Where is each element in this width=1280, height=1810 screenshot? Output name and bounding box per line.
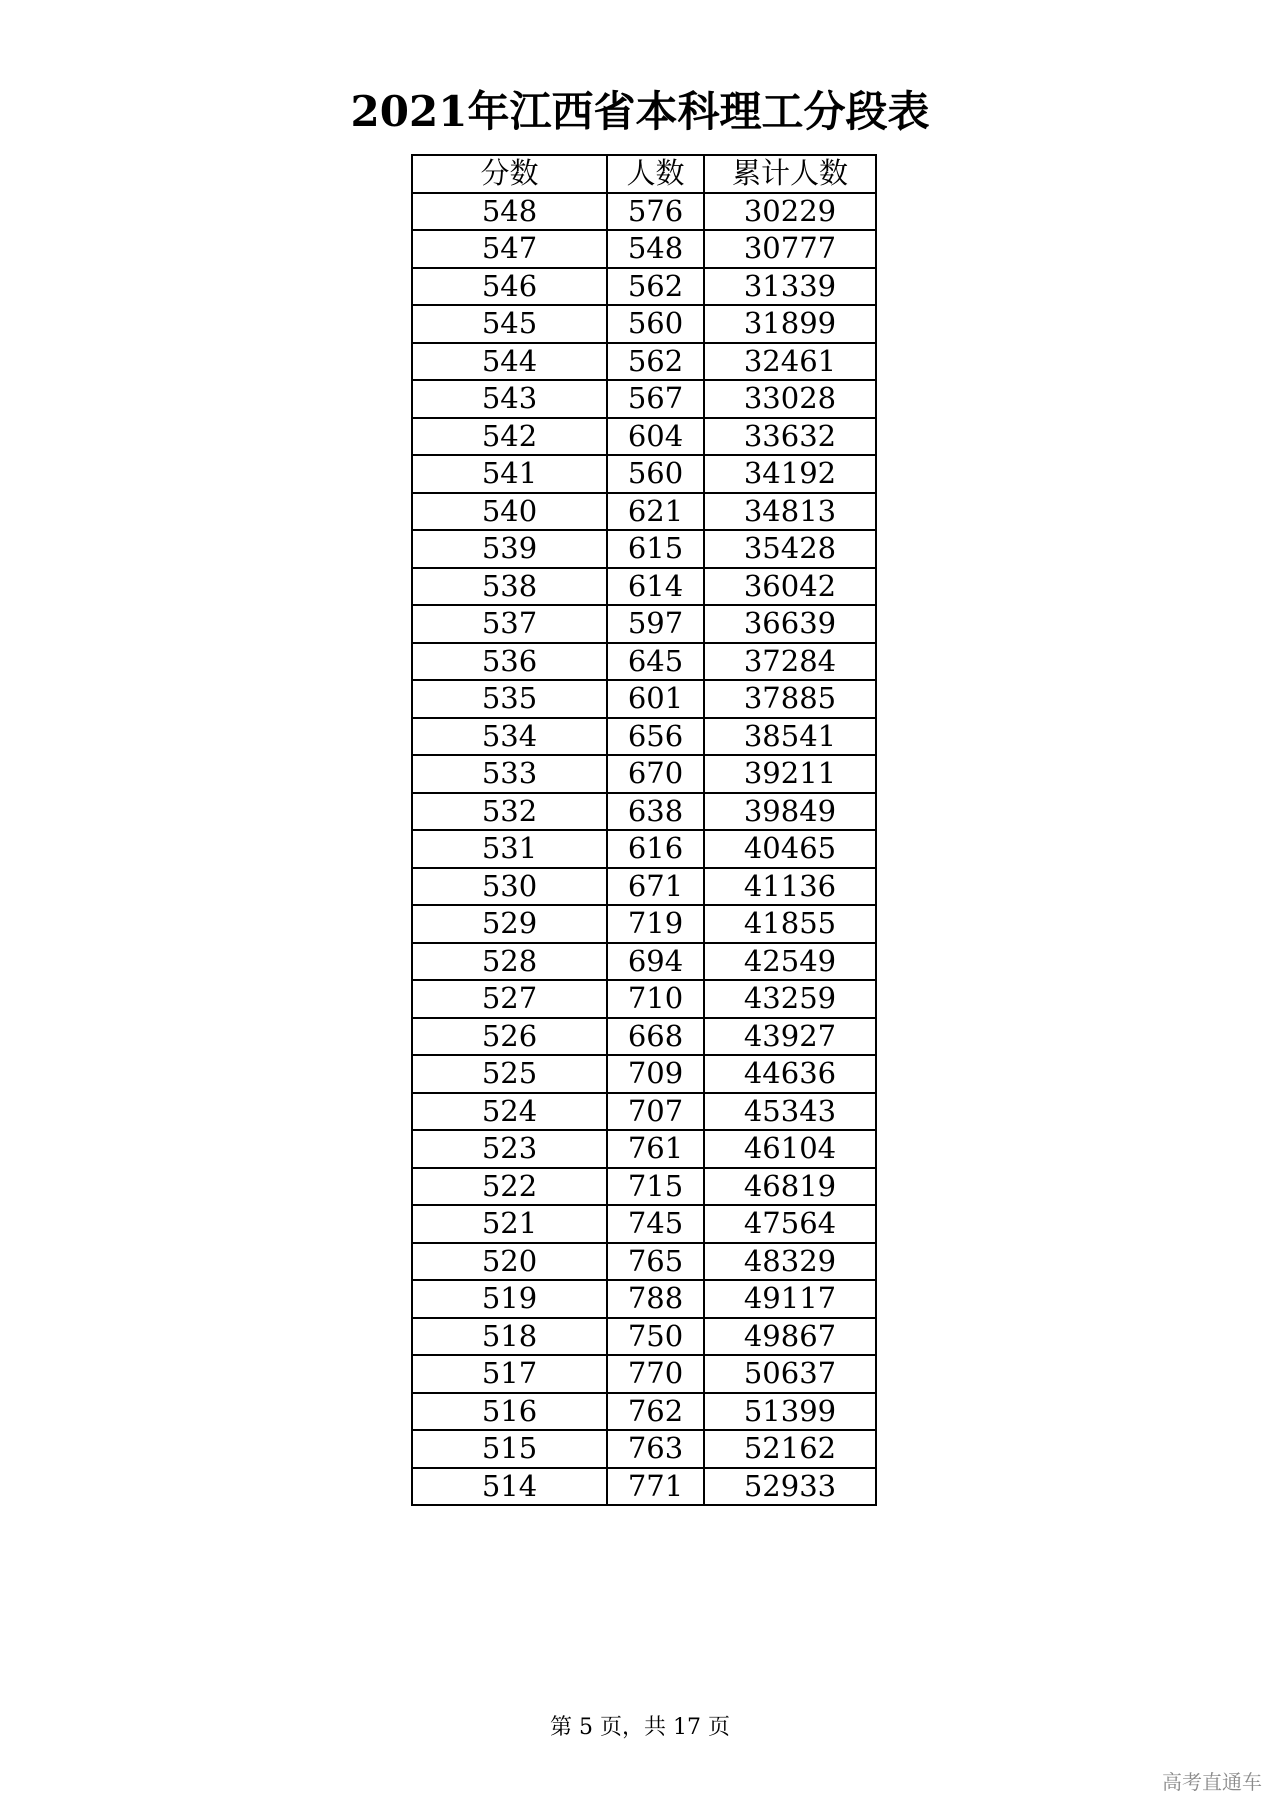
- cell-score: 541: [412, 455, 607, 493]
- cell-score: 521: [412, 1205, 607, 1243]
- cell-score: 548: [412, 193, 607, 231]
- cell-score: 544: [412, 343, 607, 381]
- table-row: [412, 1468, 876, 1506]
- table-row: [412, 830, 876, 868]
- cell-cumulative: 42549: [704, 943, 876, 981]
- cell-score: 525: [412, 1055, 607, 1093]
- cell-count: 562: [607, 268, 704, 306]
- cell-score: 526: [412, 1018, 607, 1056]
- table-row: [412, 418, 876, 456]
- cell-cumulative: 51399: [704, 1393, 876, 1431]
- cell-score: 529: [412, 905, 607, 943]
- cell-score: 523: [412, 1130, 607, 1168]
- table-body: [412, 193, 876, 1506]
- cell-count: 645: [607, 643, 704, 681]
- table-row: [412, 755, 876, 793]
- cell-score: 522: [412, 1168, 607, 1206]
- cell-cumulative: 47564: [704, 1205, 876, 1243]
- cell-score: 514: [412, 1468, 607, 1506]
- table-row: [412, 1168, 876, 1206]
- table-row: [412, 530, 876, 568]
- table-row: [412, 380, 876, 418]
- table-row: [412, 1243, 876, 1281]
- cell-score: 535: [412, 680, 607, 718]
- cell-cumulative: 50637: [704, 1355, 876, 1393]
- cell-cumulative: 45343: [704, 1093, 876, 1131]
- header-cumulative: 累计人数: [704, 155, 876, 193]
- cell-score: 542: [412, 418, 607, 456]
- cell-count: 671: [607, 868, 704, 906]
- cell-score: 543: [412, 380, 607, 418]
- cell-count: 560: [607, 455, 704, 493]
- cell-cumulative: 34813: [704, 493, 876, 531]
- cell-count: 615: [607, 530, 704, 568]
- cell-count: 707: [607, 1093, 704, 1131]
- cell-count: 709: [607, 1055, 704, 1093]
- cell-score: 534: [412, 718, 607, 756]
- cell-cumulative: 39849: [704, 793, 876, 831]
- cell-cumulative: 30229: [704, 193, 876, 231]
- cell-cumulative: 46819: [704, 1168, 876, 1206]
- cell-score: 539: [412, 530, 607, 568]
- header-score: 分数: [412, 155, 607, 193]
- table-row: [412, 1018, 876, 1056]
- cell-count: 616: [607, 830, 704, 868]
- table-row: [412, 455, 876, 493]
- cell-score: 546: [412, 268, 607, 306]
- header-count: 人数: [607, 155, 704, 193]
- cell-count: 761: [607, 1130, 704, 1168]
- cell-score: 527: [412, 980, 607, 1018]
- page-title: 2021年江西省本科理工分段表: [350, 87, 930, 136]
- cell-cumulative: 31899: [704, 305, 876, 343]
- cell-score: 540: [412, 493, 607, 531]
- cell-score: 538: [412, 568, 607, 606]
- cell-cumulative: 37885: [704, 680, 876, 718]
- cell-cumulative: 33028: [704, 380, 876, 418]
- table-row: [412, 230, 876, 268]
- cell-score: 545: [412, 305, 607, 343]
- cell-count: 560: [607, 305, 704, 343]
- cell-cumulative: 36639: [704, 605, 876, 643]
- cell-count: 763: [607, 1430, 704, 1468]
- cell-count: 694: [607, 943, 704, 981]
- cell-score: 515: [412, 1430, 607, 1468]
- cell-cumulative: 41136: [704, 868, 876, 906]
- cell-count: 548: [607, 230, 704, 268]
- table-row: [412, 868, 876, 906]
- cell-score: 528: [412, 943, 607, 981]
- table-row: [412, 1318, 876, 1356]
- table-row: [412, 1130, 876, 1168]
- page-footer: 第 5 页，共 17 页: [550, 1715, 730, 1740]
- table-row: [412, 268, 876, 306]
- table-row: [412, 1430, 876, 1468]
- table-header-row: [412, 155, 876, 193]
- cell-score: 517: [412, 1355, 607, 1393]
- cell-count: 770: [607, 1355, 704, 1393]
- cell-cumulative: 39211: [704, 755, 876, 793]
- cell-score: 524: [412, 1093, 607, 1131]
- cell-count: 601: [607, 680, 704, 718]
- table-row: [412, 1355, 876, 1393]
- table-row: [412, 718, 876, 756]
- cell-count: 762: [607, 1393, 704, 1431]
- cell-cumulative: 38541: [704, 718, 876, 756]
- cell-cumulative: 35428: [704, 530, 876, 568]
- cell-score: 531: [412, 830, 607, 868]
- cell-score: 520: [412, 1243, 607, 1281]
- cell-count: 576: [607, 193, 704, 231]
- cell-cumulative: 52162: [704, 1430, 876, 1468]
- cell-cumulative: 48329: [704, 1243, 876, 1281]
- cell-count: 597: [607, 605, 704, 643]
- cell-cumulative: 34192: [704, 455, 876, 493]
- cell-count: 771: [607, 1468, 704, 1506]
- cell-score: 519: [412, 1280, 607, 1318]
- table-row: [412, 343, 876, 381]
- cell-count: 788: [607, 1280, 704, 1318]
- table-row: [412, 1093, 876, 1131]
- cell-cumulative: 32461: [704, 343, 876, 381]
- cell-cumulative: 31339: [704, 268, 876, 306]
- cell-count: 750: [607, 1318, 704, 1356]
- cell-count: 567: [607, 380, 704, 418]
- cell-count: 719: [607, 905, 704, 943]
- table-row: [412, 1205, 876, 1243]
- cell-count: 765: [607, 1243, 704, 1281]
- table-row: [412, 1280, 876, 1318]
- cell-score: 530: [412, 868, 607, 906]
- cell-count: 614: [607, 568, 704, 606]
- table-row: [412, 493, 876, 531]
- cell-cumulative: 41855: [704, 905, 876, 943]
- cell-cumulative: 43259: [704, 980, 876, 1018]
- cell-count: 621: [607, 493, 704, 531]
- score-distribution-table: [411, 154, 877, 1506]
- cell-cumulative: 40465: [704, 830, 876, 868]
- cell-count: 668: [607, 1018, 704, 1056]
- cell-score: 537: [412, 605, 607, 643]
- cell-count: 656: [607, 718, 704, 756]
- table-row: [412, 905, 876, 943]
- cell-count: 604: [607, 418, 704, 456]
- cell-score: 547: [412, 230, 607, 268]
- table-row: [412, 1055, 876, 1093]
- cell-cumulative: 46104: [704, 1130, 876, 1168]
- cell-score: 532: [412, 793, 607, 831]
- cell-score: 533: [412, 755, 607, 793]
- cell-cumulative: 43927: [704, 1018, 876, 1056]
- table-row: [412, 980, 876, 1018]
- cell-cumulative: 52933: [704, 1468, 876, 1506]
- cell-cumulative: 37284: [704, 643, 876, 681]
- cell-score: 516: [412, 1393, 607, 1431]
- table-row: [412, 943, 876, 981]
- table-row: [412, 305, 876, 343]
- cell-count: 745: [607, 1205, 704, 1243]
- cell-count: 715: [607, 1168, 704, 1206]
- cell-score: 518: [412, 1318, 607, 1356]
- cell-cumulative: 36042: [704, 568, 876, 606]
- cell-count: 670: [607, 755, 704, 793]
- cell-count: 562: [607, 343, 704, 381]
- table-row: [412, 605, 876, 643]
- table-row: [412, 568, 876, 606]
- cell-score: 536: [412, 643, 607, 681]
- cell-cumulative: 49117: [704, 1280, 876, 1318]
- table-row: [412, 1393, 876, 1431]
- cell-cumulative: 33632: [704, 418, 876, 456]
- watermark-text: 高考直通车: [1162, 1770, 1262, 1794]
- table-row: [412, 680, 876, 718]
- cell-count: 710: [607, 980, 704, 1018]
- cell-cumulative: 49867: [704, 1318, 876, 1356]
- table-row: [412, 643, 876, 681]
- table-row: [412, 193, 876, 231]
- cell-cumulative: 44636: [704, 1055, 876, 1093]
- table-row: [412, 793, 876, 831]
- cell-count: 638: [607, 793, 704, 831]
- cell-cumulative: 30777: [704, 230, 876, 268]
